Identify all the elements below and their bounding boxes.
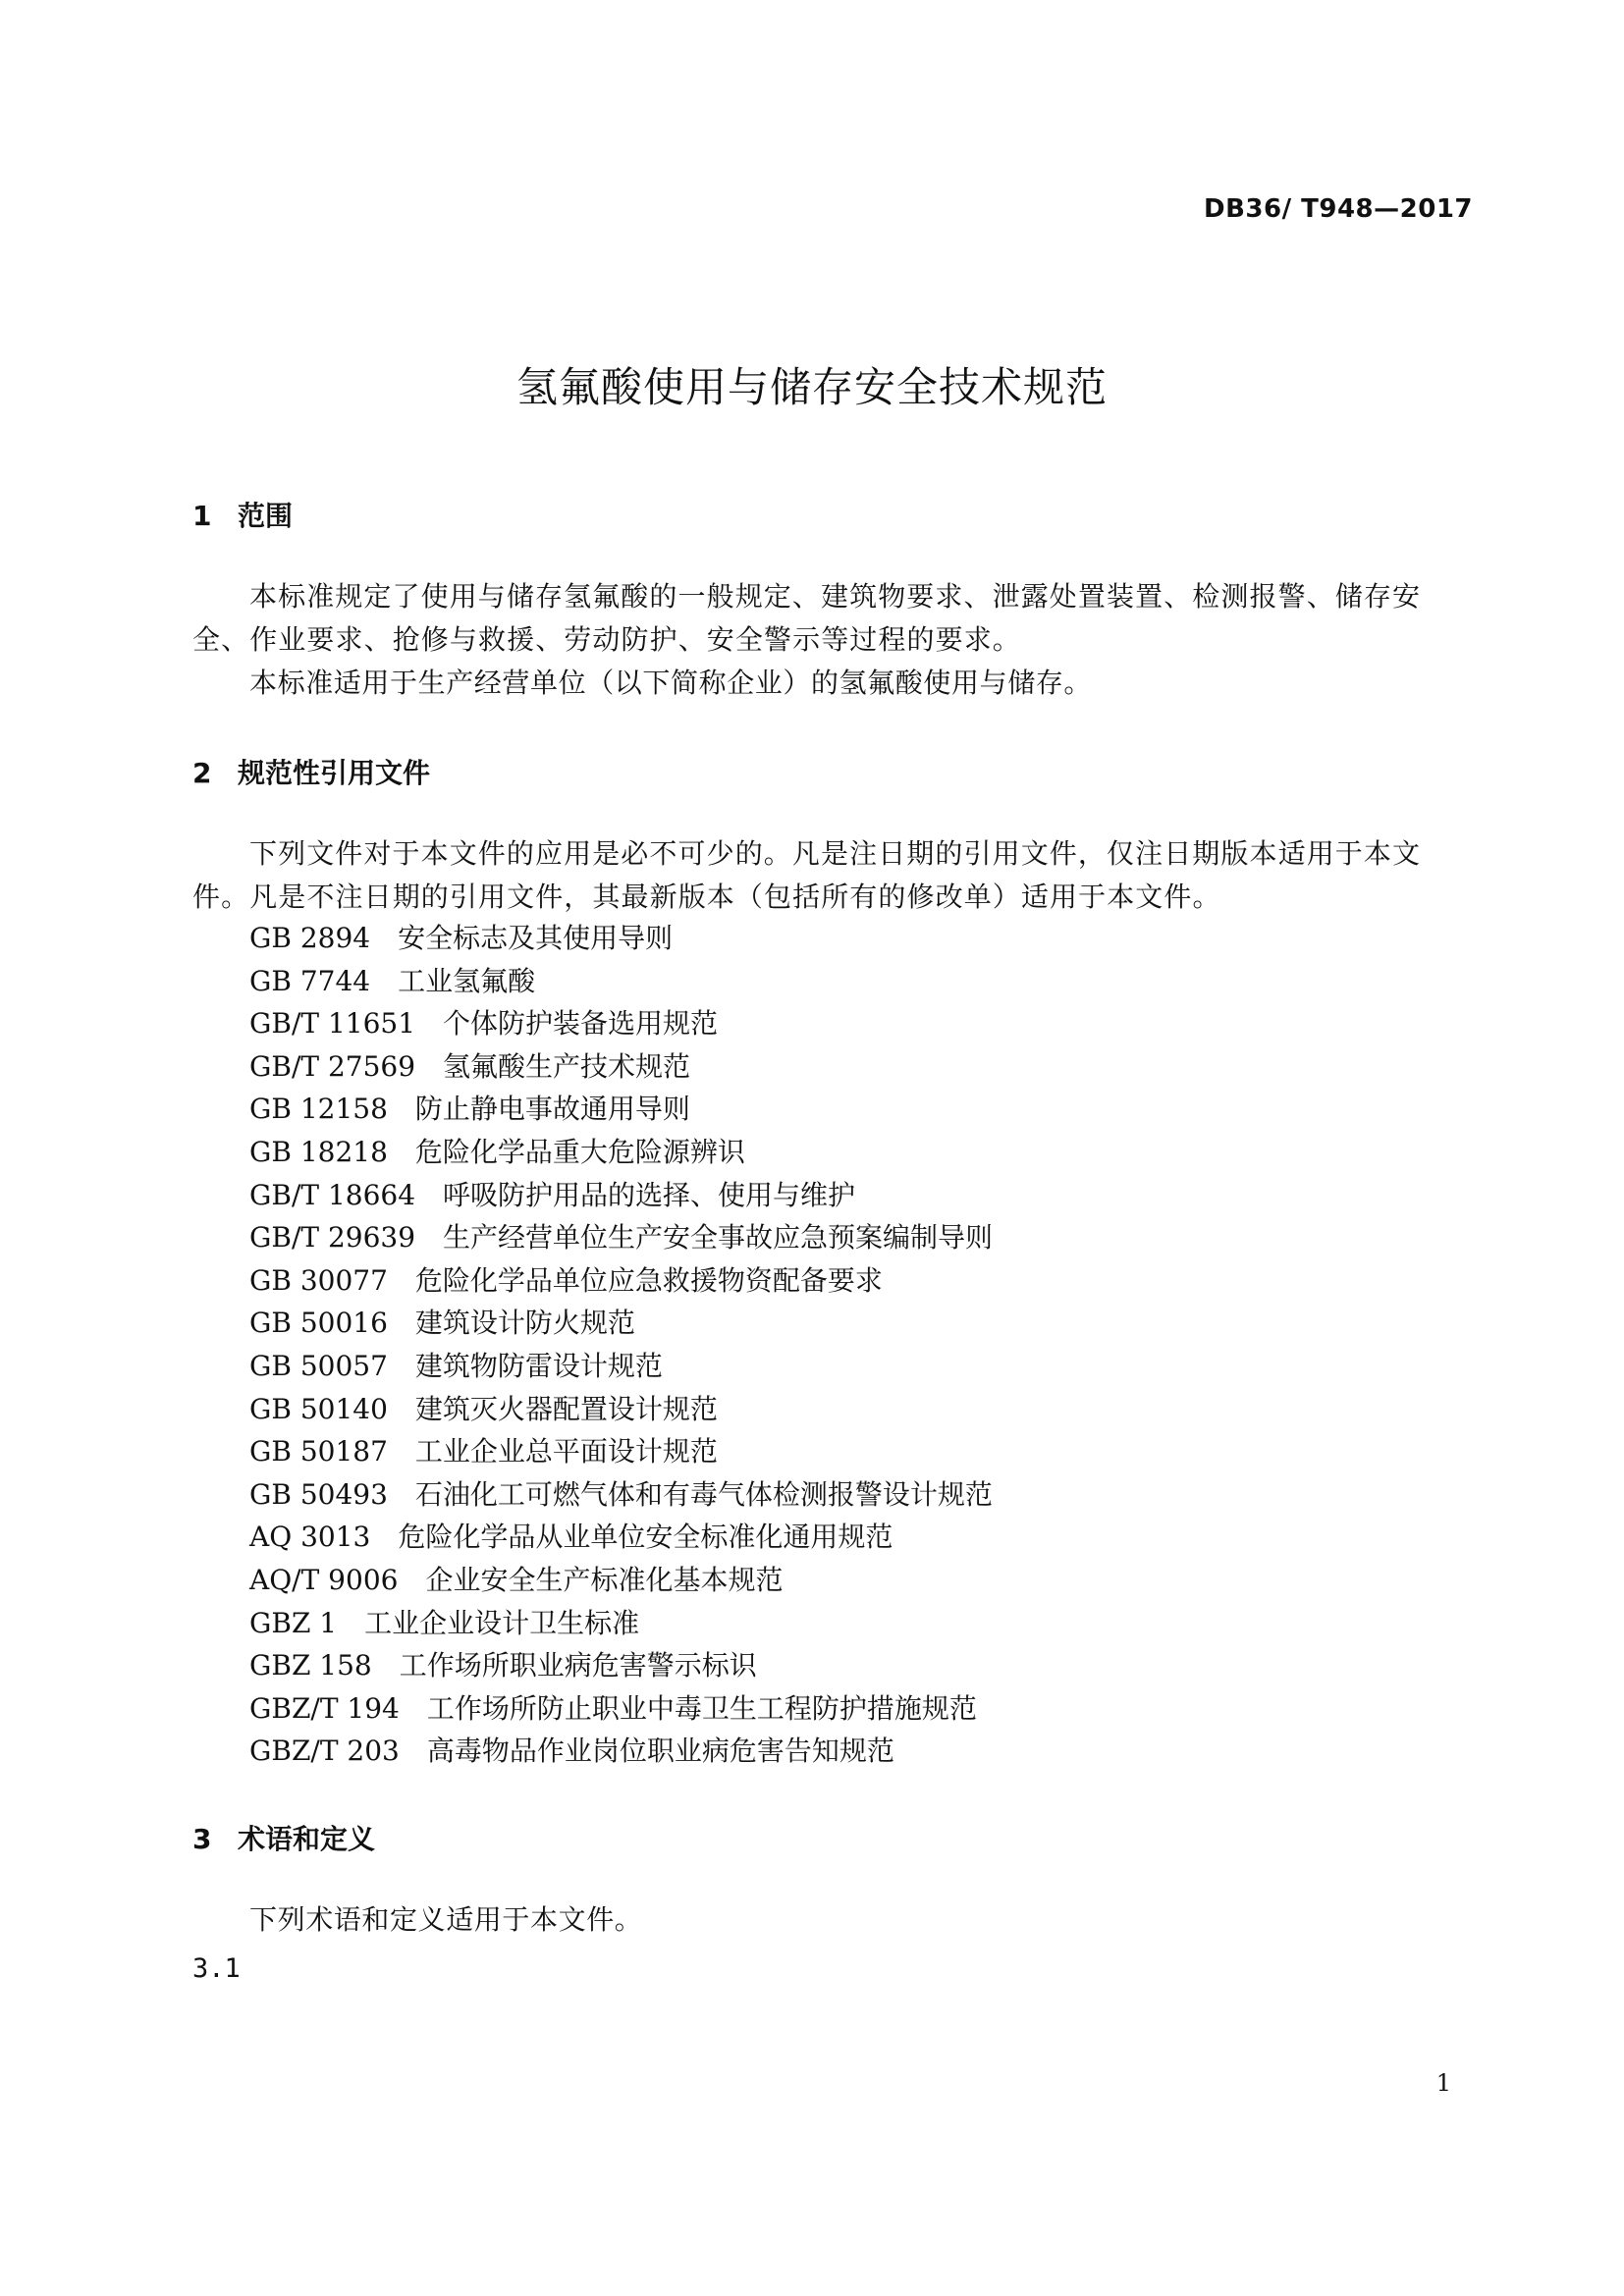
reference-code: GBZ/T 203 — [249, 1735, 400, 1768]
section-title: 规范性引用文件 — [238, 757, 431, 789]
reference-title: 危险化学品单位应急救援物资配备要求 — [414, 1263, 883, 1297]
reference-item — [249, 1388, 993, 1431]
reference-title: 危险化学品从业单位安全标准化通用规范 — [398, 1521, 893, 1554]
reference-title: 建筑物防雷设计规范 — [414, 1349, 663, 1382]
reference-code: GB 18218 — [249, 1135, 388, 1168]
reference-item — [249, 1644, 993, 1687]
reference-item — [249, 1687, 993, 1731]
reference-title: 建筑设计防火规范 — [414, 1307, 635, 1340]
terms-intro: 下列术语和定义适用于本文件。 — [249, 1903, 643, 1936]
reference-code: GB 2894 — [249, 922, 371, 954]
reference-title: 建筑灭火器配置设计规范 — [414, 1392, 718, 1425]
reference-title: 工业企业设计卫生标准 — [364, 1606, 640, 1639]
reference-code: GB/T 18664 — [249, 1178, 416, 1211]
reference-title: 氢氟酸生产技术规范 — [443, 1049, 691, 1083]
section-heading-normative-references — [192, 752, 430, 791]
reference-title: 工作场所防止职业中毒卫生工程防护措施规范 — [426, 1691, 977, 1725]
reference-code: GBZ/T 194 — [249, 1691, 400, 1725]
reference-title: 工作场所职业病危害警示标识 — [399, 1649, 757, 1682]
reference-item — [249, 1602, 993, 1645]
reference-item — [249, 1259, 993, 1303]
reference-item — [249, 1174, 993, 1217]
reference-item — [249, 1516, 993, 1559]
reference-code: GB 7744 — [249, 964, 371, 997]
reference-title: 工业企业总平面设计规范 — [414, 1435, 718, 1468]
reference-code: AQ/T 9006 — [249, 1563, 399, 1596]
reference-item — [249, 1131, 993, 1174]
reference-item — [249, 1345, 993, 1388]
reference-item — [249, 1559, 993, 1602]
reference-title: 呼吸防护用品的选择、使用与维护 — [443, 1178, 856, 1211]
page-number: 1 — [1435, 2069, 1451, 2097]
scope-paragraph-2: 本标准适用于生产经营单位（以下简称企业）的氢氟酸使用与储存。 — [249, 667, 1093, 699]
standard-code: DB36/ T948—2017 — [1204, 194, 1473, 224]
reference-item — [249, 1216, 993, 1259]
reference-title: 个体防护装备选用规范 — [443, 1007, 719, 1041]
reference-title: 石油化工可燃气体和有毒气体检测报警设计规范 — [414, 1477, 993, 1511]
reference-code: GB 12158 — [249, 1093, 388, 1126]
reference-title: 生产经营单位生产安全事故应急预案编制导则 — [443, 1221, 994, 1255]
reference-code: GBZ 1 — [249, 1606, 338, 1639]
reference-code: AQ 3013 — [249, 1521, 371, 1554]
reference-title: 安全标志及其使用导则 — [398, 922, 674, 954]
reference-code: GB 30077 — [249, 1263, 388, 1297]
reference-item — [249, 1730, 993, 1773]
section-heading-scope — [192, 495, 293, 534]
reference-code: GB 50493 — [249, 1477, 388, 1511]
section-title: 范围 — [238, 500, 294, 532]
reference-item — [249, 917, 993, 960]
reference-code: GB 50016 — [249, 1307, 388, 1340]
reference-title: 企业安全生产标准化基本规范 — [425, 1563, 784, 1596]
reference-title: 危险化学品重大危险源辨识 — [414, 1135, 745, 1168]
reference-code: GB 50140 — [249, 1392, 388, 1425]
reference-list — [249, 917, 993, 1773]
reference-code: GBZ 158 — [249, 1649, 372, 1682]
reference-code: GB/T 11651 — [249, 1007, 416, 1041]
section-title: 术语和定义 — [238, 1823, 376, 1855]
reference-item — [249, 1088, 993, 1131]
section-number: 3 — [192, 1823, 212, 1855]
reference-title: 防止静电事故通用导则 — [414, 1093, 690, 1126]
reference-code: GB/T 29639 — [249, 1221, 416, 1255]
reference-item — [249, 1430, 993, 1473]
reference-item — [249, 1002, 993, 1045]
reference-title: 工业氢氟酸 — [398, 964, 536, 997]
reference-code: GB 50187 — [249, 1435, 388, 1468]
section-number: 1 — [192, 500, 212, 532]
reference-item — [249, 1302, 993, 1345]
section-heading-terms — [192, 1818, 375, 1857]
reference-code: GB 50057 — [249, 1349, 388, 1382]
document-title: 氢氟酸使用与储存安全技术规范 — [515, 363, 1108, 411]
reference-item — [249, 960, 993, 1003]
scope-paragraph-1: 本标准规定了使用与储存氢氟酸的一般规定、建筑物要求、泄露处置装置、检测报警、储存安全、作业要求、抢修与救援、劳动防护、安全警示等过程的要求。 — [192, 580, 1422, 656]
reference-item — [249, 1045, 993, 1089]
reference-code: GB/T 27569 — [249, 1049, 416, 1083]
clause-number: 3.1 — [192, 1953, 241, 1984]
references-intro: 下列文件对于本文件的应用是必不可少的。凡是注日期的引用文件，仅注日期版本适用于本文件。凡是不注日期的引用文件，其最新版本（包括所有的修改单）适用于本文件。 — [192, 837, 1422, 913]
reference-item — [249, 1473, 993, 1517]
section-number: 2 — [192, 757, 212, 789]
reference-title: 高毒物品作业岗位职业病危害告知规范 — [426, 1735, 894, 1768]
